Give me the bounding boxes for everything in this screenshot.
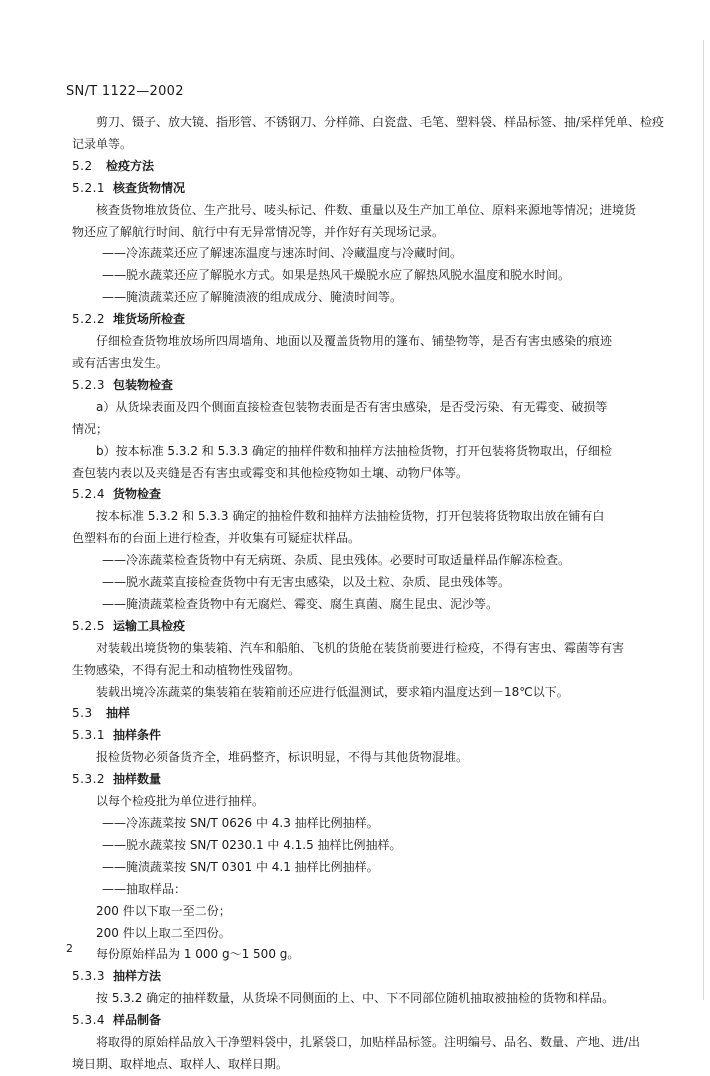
section-number: 5.2.1 (72, 180, 106, 195)
text-line: 每份原始样品为 1 000 g～1 500 g。 (96, 947, 300, 962)
section-number: 5.3 (72, 706, 93, 721)
section-number: 5.3.4 (72, 1013, 106, 1028)
text-line: a）从货垛表面及四个侧面直接检查包装物表面是否有害虫感染，是否受污染、有无霉变、破损等 (96, 399, 608, 414)
section-heading (72, 375, 662, 397)
section-title: 核查货物情况 (113, 180, 186, 195)
section-title: 货物检查 (113, 487, 162, 502)
dash-item: ——腌渍蔬菜还应了解腌渍液的组成成分、腌渍时间等。 (102, 290, 403, 305)
dash-item: ——冷冻蔬菜还应了解速冻温度与速冻时间、冷藏温度与冷藏时间。 (102, 246, 463, 261)
section-heading (72, 156, 662, 178)
text-line: 境日期、取样地点、取样人、取样日期。 (72, 1056, 289, 1071)
text-line: 报检货物必须备货齐全，堆码整齐，标识明显，不得与其他货物混堆。 (96, 750, 469, 765)
dash-item: ——冷冻蔬菜检查货物中有无病斑、杂质、昆虫残体。必要时可取适量样品作解冻检查。 (102, 553, 571, 568)
dash-item: ——冷冻蔬菜按 SN/T 0626 中 4.3 抽样比例抽样。 (102, 816, 379, 830)
section-heading (72, 309, 662, 331)
section-title: 抽样方法 (113, 969, 162, 984)
dash-item: ——腌渍蔬菜检查货物中有无腐烂、霉变、腐生真菌、腐生昆虫、泥沙等。 (102, 596, 499, 611)
section-title: 检疫方法 (106, 158, 155, 173)
dash-item: ——脱水蔬菜还应了解脱水方式。如果是热风干燥脱水应了解热风脱水温度和脱水时间。 (102, 268, 571, 283)
section-title: 包装物检查 (113, 377, 174, 392)
text-line: 以每个检疫批为单位进行抽样。 (96, 794, 265, 809)
dash-item: ——腌渍蔬菜按 SN/T 0301 中 4.1 抽样比例抽样。 (102, 859, 379, 874)
text-line: 或有活害虫发生。 (72, 355, 169, 370)
section-number: 5.3.3 (72, 969, 106, 984)
text-line: 200 件以下取一至二份； (96, 903, 231, 918)
section-title: 运输工具检疫 (113, 618, 186, 633)
section-title: 抽样 (106, 706, 131, 721)
text-line: 物还应了解航行时间、航行中有无异常情况等，并作好有关现场记录。 (72, 224, 445, 239)
standard-code-header: SN/T 1122—2002 (66, 84, 184, 99)
dash-item: ——抽取样品： (102, 881, 187, 896)
text-line: 装载出境冷冻蔬菜的集装箱在装箱前还应进行低温测试，要求箱内温度达到－18℃以下。 (96, 684, 569, 699)
section-number: 5.2.4 (72, 487, 106, 502)
section-heading (72, 725, 662, 747)
text-line: 色塑料布的台面上进行检查，并收集有可疑症状样品。 (72, 531, 361, 546)
text-line: 仔细检查货物堆放场所四周墙角、地面以及覆盖货物用的篷布、铺垫物等，是否有害虫感染的痕迹 (96, 334, 613, 349)
section-heading (72, 966, 662, 988)
section-number: 5.3.2 (72, 772, 106, 787)
text-line: 按本标准 5.3.2 和 5.3.3 确定的抽检件数和抽样方法抽检货物，打开包装将货物取出放在铺有白 (96, 509, 605, 524)
section-title: 堆货场所检查 (113, 312, 186, 327)
section-number: 5.2.2 (72, 312, 106, 327)
section-title: 抽样数量 (113, 772, 162, 787)
text-line: 核查货物堆放货位、生产批号、唛头标记、件数、重量以及生产加工单位、原料来源地等情况；进境货 (96, 202, 637, 217)
scan-edge-line (703, 40, 704, 1000)
section-heading (72, 178, 662, 200)
text-line: 查包装内表以及夹缝是否有害虫或霉变和其他检疫物如土壤、动物尸体等。 (72, 465, 469, 480)
section-number: 5.2 (72, 158, 93, 173)
section-heading (72, 703, 662, 725)
section-heading (72, 1010, 662, 1032)
section-number: 5.3.1 (72, 728, 106, 743)
dash-item: ——脱水蔬菜按 SN/T 0230.1 中 4.1.5 抽样比例抽样。 (102, 837, 402, 852)
section-number: 5.2.3 (72, 377, 106, 392)
section-heading (72, 769, 662, 791)
page-number: 2 (66, 942, 73, 955)
text-line: 对装载出境货物的集装箱、汽车和船舶、飞机的货舱在装货前要进行检疫，不得有害虫、霉菌等有害 (96, 640, 625, 655)
text-line: 按 5.3.2 确定的抽样数量，从货垛不同侧面的上、中、下不同部位随机抽取被抽检的货物和样品。 (96, 991, 615, 1006)
text-line: b）按本标准 5.3.2 和 5.3.3 确定的抽样件数和抽样方法抽检货物，打开包装将货物取出，仔细检 (96, 443, 612, 458)
section-title: 样品制备 (113, 1013, 162, 1028)
section-number: 5.2.5 (72, 618, 106, 633)
dash-item: ——脱水蔬菜直接检查货物中有无害虫感染，以及土粒、杂质、昆虫残体等。 (102, 575, 511, 590)
document-body (72, 112, 665, 1076)
text-line: 剪刀、镊子、放大镜、指形管、不锈钢刀、分样筛、白瓷盘、毛笔、塑料袋、样品标签、抽/采样凭单、检疫 (96, 115, 665, 129)
text-line: 生物感染，不得有泥土和动植物性残留物。 (72, 662, 301, 677)
section-heading (72, 616, 662, 638)
text-line: 情况； (72, 421, 109, 436)
section-title: 抽样条件 (113, 728, 162, 743)
section-heading (72, 484, 662, 506)
text-line: 200 件以上取二至四份。 (96, 925, 231, 940)
text-line: 记录单等。 (72, 136, 133, 151)
text-line: 将取得的原始样品放入干净塑料袋中，扎紧袋口，加贴样品标签。注明编号、品名、数量、产地、进/出 (96, 1035, 641, 1050)
